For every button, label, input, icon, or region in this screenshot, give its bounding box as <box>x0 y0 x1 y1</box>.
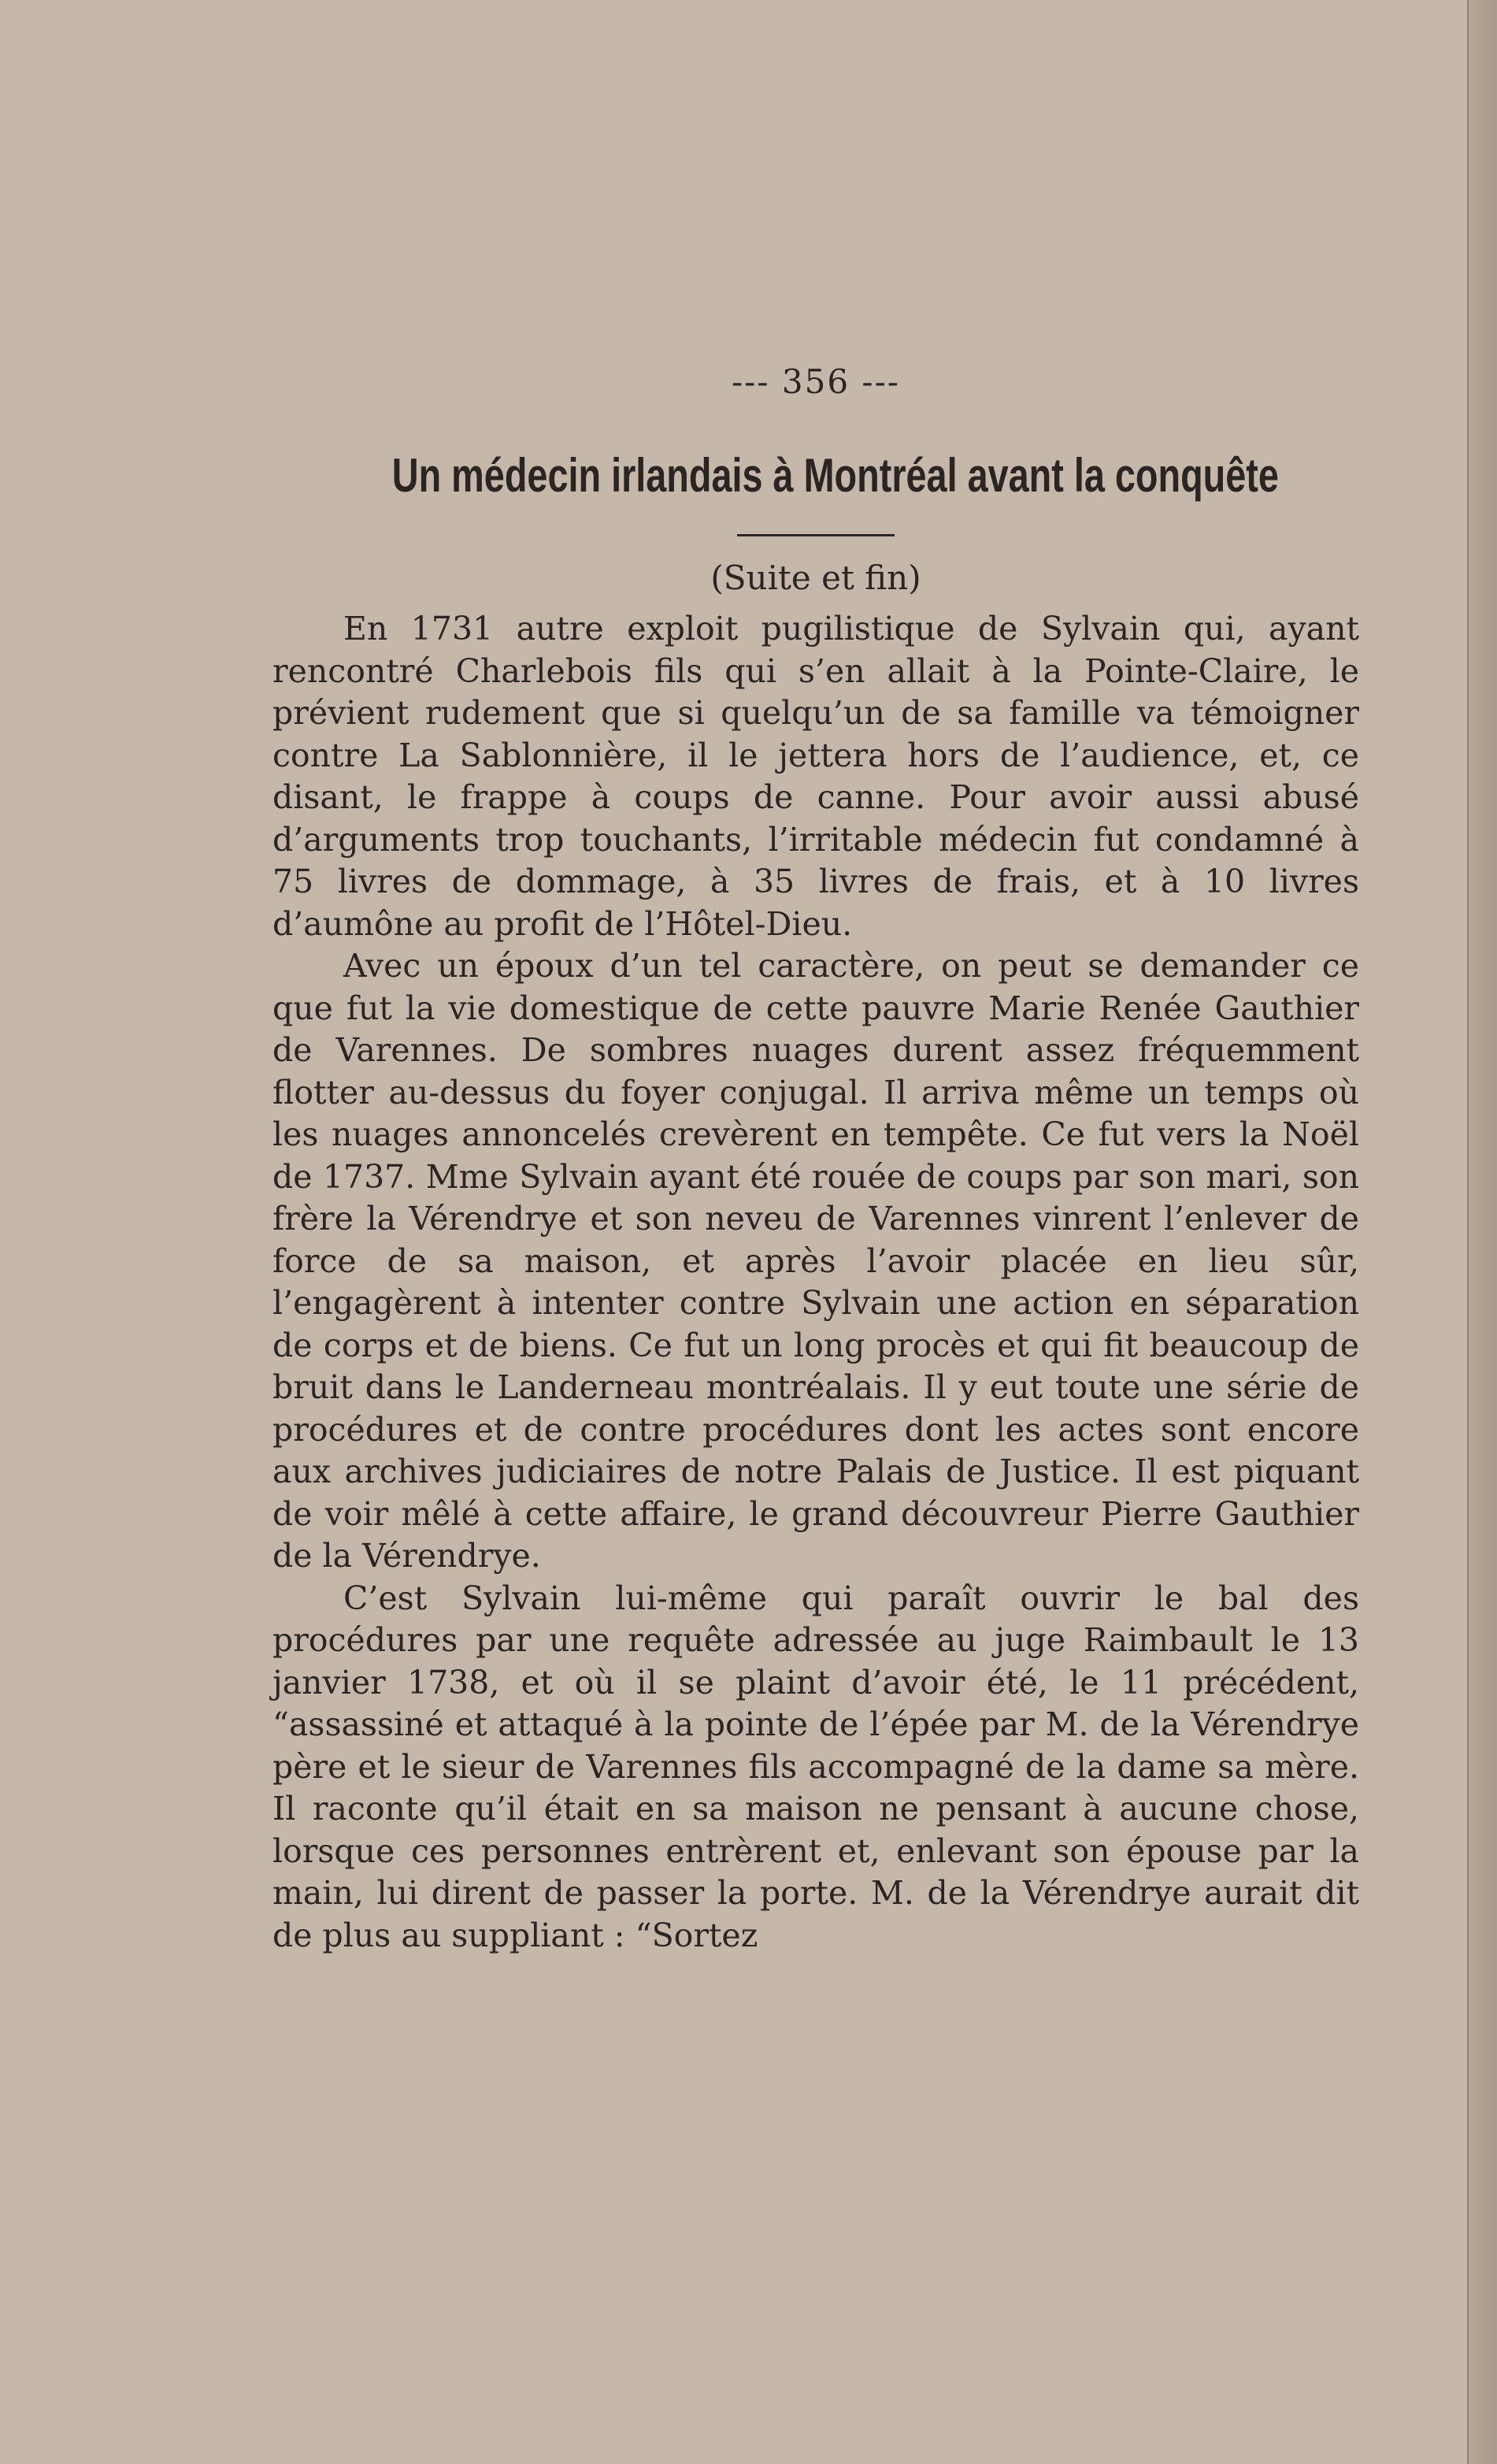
page-content <box>272 362 1359 1957</box>
page-edge <box>1467 0 1497 2464</box>
paragraph-3: C’est Sylvain lui-même qui paraît ouvrir le bal des procédures par une requête adressée au juge Raimbault le 13 janvier 1738, et où il se plaint d’avoir été, le 11 précédent, “assassiné et attaqué à la pointe de l’épée par M. de la Vérendrye père et le sieur de Varennes fils accompagné de la dame sa mère. Il raconte qu’il était en sa maison ne pensant à aucune chose, lorsque ces personnes entrèrent et, enlevant son épouse par la main, lui dirent de passer la porte. M. de la Vérendrye aurait dit de plus au suppliant : “Sortez <box>272 1579 1359 1954</box>
article-subtitle: (Suite et fin) <box>710 558 921 597</box>
page-number: --- 356 --- <box>731 362 900 401</box>
article-title: Un médecin irlandais à Montréal avant la conquête <box>391 449 1279 502</box>
title-divider <box>737 534 895 536</box>
article-body <box>272 608 1359 1957</box>
paragraph-1: En 1731 autre exploit pugilistique de Sylvain qui, ayant rencontré Charlebois fils qui s’en allait à la Pointe-Claire, le prévient rudement que si quelqu’un de sa famille va témoigner contre La Sablonnière, il le jettera hors de l’audience, et, ce disant, le frappe à coups de canne. Pour avoir aussi abusé d’arguments trop touchants, l’irritable médecin fut condamné à 75 livres de dommage, à 35 livres de frais, et à 10 livres d’aumône au profit de l’Hôtel-Dieu. <box>272 610 1359 943</box>
paragraph-2: Avec un époux d’un tel caractère, on peut se demander ce que fut la vie domestique de cette pauvre Marie Renée Gauthier de Varennes. De sombres nuages durent assez fréquemment flotter au-dessus du foyer conjugal. Il arriva même un temps où les nuages annoncelés crevèrent en tempête. Ce fut vers la Noël de 1737. Mme Sylvain ayant été rouée de coups par son mari, son frère la Vérendrye et son neveu de Varennes vinrent l’enlever de force de sa maison, et après l’avoir placée en lieu sûr, l’engagèrent à intenter contre Sylvain une action en séparation de corps et de biens. Ce fut un long procès et qui fit beaucoup de bruit dans le Landerneau montréalais. Il y eut toute une série de procédures et de contre procédures dont les actes sont encore aux archives judiciaires de notre Palais de Justice. Il est piquant de voir mêlé à cette affaire, le grand découvreur Pierre Gauthier de la Vérendrye. <box>272 947 1359 1575</box>
